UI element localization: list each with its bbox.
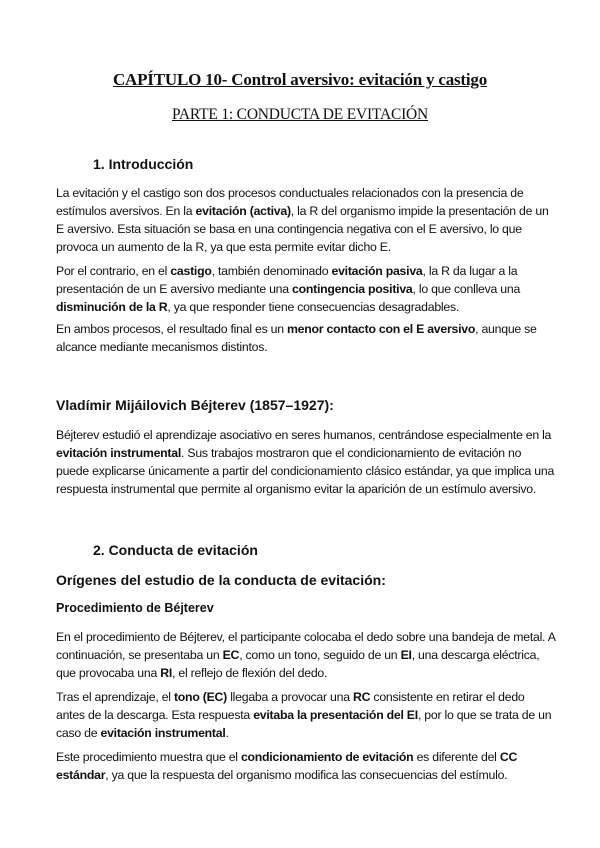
section-heading-introduction: 1. Introducción bbox=[93, 156, 194, 172]
origins-heading: Orígenes del estudio de la conducta de evitación: bbox=[56, 572, 386, 588]
part-title: PARTE 1: CONDUCTA DE EVITACIÓN bbox=[171, 106, 429, 123]
bekhterev-paragraph: Béjterev estudió el aprendizaje asociativo en seres humanos, centrándose especialmente en la evitación instrumental. Sus trabajos mostraron que el condicionamiento de evitación no puede explicarse únicamente a partir del condicionamiento clásico estándar, ya que implica una respuesta instrumental que permite al organismo evitar la aparición de un estímulo aversivo. bbox=[56, 428, 555, 496]
section-heading-avoidance: 2. Conducta de evitación bbox=[93, 542, 258, 558]
procedure-paragraph-1: En el procedimiento de Béjterev, el participante colocaba el dedo sobre una bandeja de metal. A continuación, se presentaba un EC, como un tono, seguido de un EI, una descarga eléctrica, que provocaba una RI, el reflejo de flexión del dedo. bbox=[56, 630, 555, 680]
intro-paragraph-3: En ambos procesos, el resultado final es un menor contacto con el E aversivo, aunque se alcance mediante mecanismos distintos. bbox=[56, 322, 537, 354]
chapter-title: CAPÍTULO 10- Control aversivo: evitación y castigo bbox=[112, 70, 488, 89]
procedure-heading: Procedimiento de Béjterev bbox=[56, 601, 214, 615]
intro-paragraph-1: La evitación y el castigo son dos procesos conductuales relacionados con la presencia de estímulos aversivos. En la evitación (activa), la R del organismo impide la presentación de un E aversivo. Esta situación se basa en una contingencia negativa con el E aversivo, lo que provoca un aumento de la R, ya que esta permite evitar dicho E. bbox=[56, 186, 549, 254]
intro-paragraph-2: Por el contrario, en el castigo, también denominado evitación pasiva, la R da lugar a la presentación de un E aversivo mediante una contingencia positiva, lo que conlleva una disminución de la R, ya que responder tiene consecuencias desagradables. bbox=[56, 264, 521, 314]
procedure-paragraph-2: Tras el aprendizaje, el tono (EC) llegaba a provocar una RC consistente en retirar el dedo antes de la descarga. Esta respuesta evitaba la presentación del EI, por lo que se trata de un caso de evitación instrumental. bbox=[56, 690, 552, 740]
bekhterev-heading: Vladímir Mijáilovich Béjterev (1857–1927): bbox=[56, 397, 334, 413]
procedure-paragraph-3: Este procedimiento muestra que el condicionamiento de evitación es diferente del CC estándar, ya que la respuesta del organismo modifica las consecuencias del estímulo. bbox=[56, 750, 518, 782]
